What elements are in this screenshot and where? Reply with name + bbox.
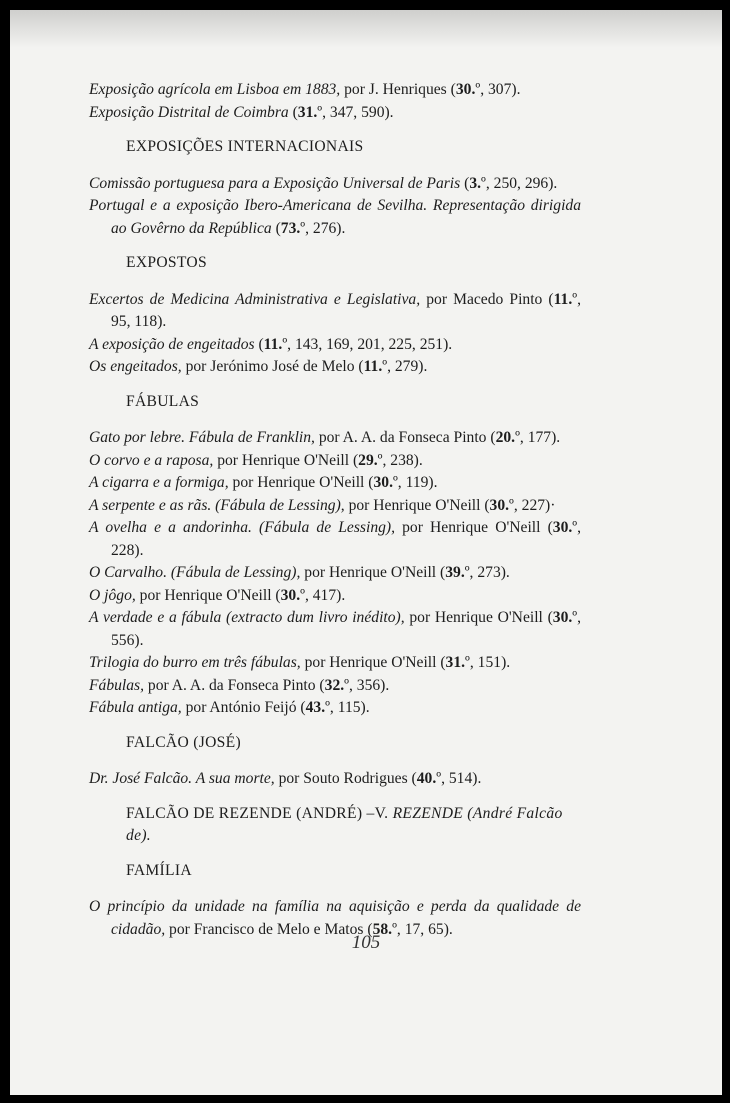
index-entry: Exposição Distrital de Coimbra (31.º, 347, 590). bbox=[89, 103, 394, 121]
page bbox=[10, 10, 722, 1095]
index-entry: Excertos de Medicina Administrativa e Legislativa, por Macedo Pinto (11.º, 95, 118). bbox=[89, 290, 581, 330]
section-heading-fabulas: FÁBULAS bbox=[126, 392, 200, 410]
index-content bbox=[89, 79, 581, 941]
section-heading-exposicoes-internacionais: EXPOSIÇÕES INTERNACIONAIS bbox=[126, 138, 364, 155]
index-entry: O corvo e a raposa, por Henrique O'Neill (29.º, 238). bbox=[89, 451, 423, 469]
entries-falcao bbox=[89, 768, 581, 791]
index-entry: A exposição de engeitados (11.º, 143, 169, 201, 225, 251). bbox=[89, 335, 453, 353]
index-entry: O Carvalho. (Fábula de Lessing), por Henrique O'Neill (39.º, 273). bbox=[89, 564, 510, 581]
index-entry: Trilogia do burro em três fábulas, por Henrique O'Neill (31.º, 151). bbox=[89, 654, 511, 671]
entries-expostos bbox=[89, 289, 581, 379]
entries-fabulas bbox=[89, 427, 581, 720]
index-entry: Exposição agrícola em Lisboa em 1883, por J. Henriques (30.º, 307). bbox=[89, 81, 521, 98]
index-entry: A serpente e as rãs. (Fábula de Lessing), por Henrique O'Neill (30.º, 227)· bbox=[89, 496, 556, 514]
index-entry: A verdade e a fábula (extracto dum livro inédito), por Henrique O'Neill (30.º, 556). bbox=[89, 609, 582, 649]
section-heading-familia: FAMÍLIA bbox=[126, 861, 192, 879]
section-heading-expostos: EXPOSTOS bbox=[126, 254, 207, 271]
index-entry: Dr. José Falcão. A sua morte, por Souto Rodrigues (40.º, 514). bbox=[89, 770, 482, 787]
cross-reference: REZENDE (André Falcão de). bbox=[126, 804, 563, 844]
index-entry: Comissão portuguesa para a Exposição Universal de Paris (3.º, 250, 296). bbox=[89, 174, 558, 192]
page-number: 105 bbox=[351, 932, 381, 953]
entries-exposicoes-internacionais bbox=[89, 173, 581, 241]
index-entry: Portugal e a exposição Ibero-Americana de Sevilha. Representação dirigida ao Govêrno da República (73.º, 276). bbox=[89, 197, 581, 237]
section-heading-falcao-jose: FALCÃO (JOSÉ) bbox=[126, 733, 241, 751]
index-entry: O jôgo, por Henrique O'Neill (30.º, 417). bbox=[89, 586, 346, 604]
entries-exposicao bbox=[89, 79, 581, 124]
index-entry: Fábula antiga, por António Feijó (43.º, 115). bbox=[89, 699, 370, 716]
index-entry: Fábulas, por A. A. da Fonseca Pinto (32.º, 356). bbox=[89, 676, 390, 694]
index-entry: A cigarra e a formiga, por Henrique O'Neill (30.º, 119). bbox=[89, 474, 438, 491]
index-entry: Gato por lebre. Fábula de Franklin, por A. A. da Fonseca Pinto (20.º, 177). bbox=[89, 429, 561, 446]
scan-shadow bbox=[10, 10, 722, 48]
index-entry: Os engeitados, por Jerónimo José de Melo (11.º, 279). bbox=[89, 358, 428, 375]
index-entry: A ovelha e a andorinha. (Fábula de Lessing), por Henrique O'Neill (30.º, 228). bbox=[89, 519, 581, 559]
index-entry: O princípio da unidade na família na aquisição e perda da qualidade de cidadão, por Francisco de Melo e Matos (58.º, 17, 65). bbox=[89, 898, 581, 938]
section-heading-falcao-de-rezende: FALCÃO DE REZENDE (ANDRÉ) –V. REZENDE (André Falcão de). bbox=[126, 804, 563, 844]
